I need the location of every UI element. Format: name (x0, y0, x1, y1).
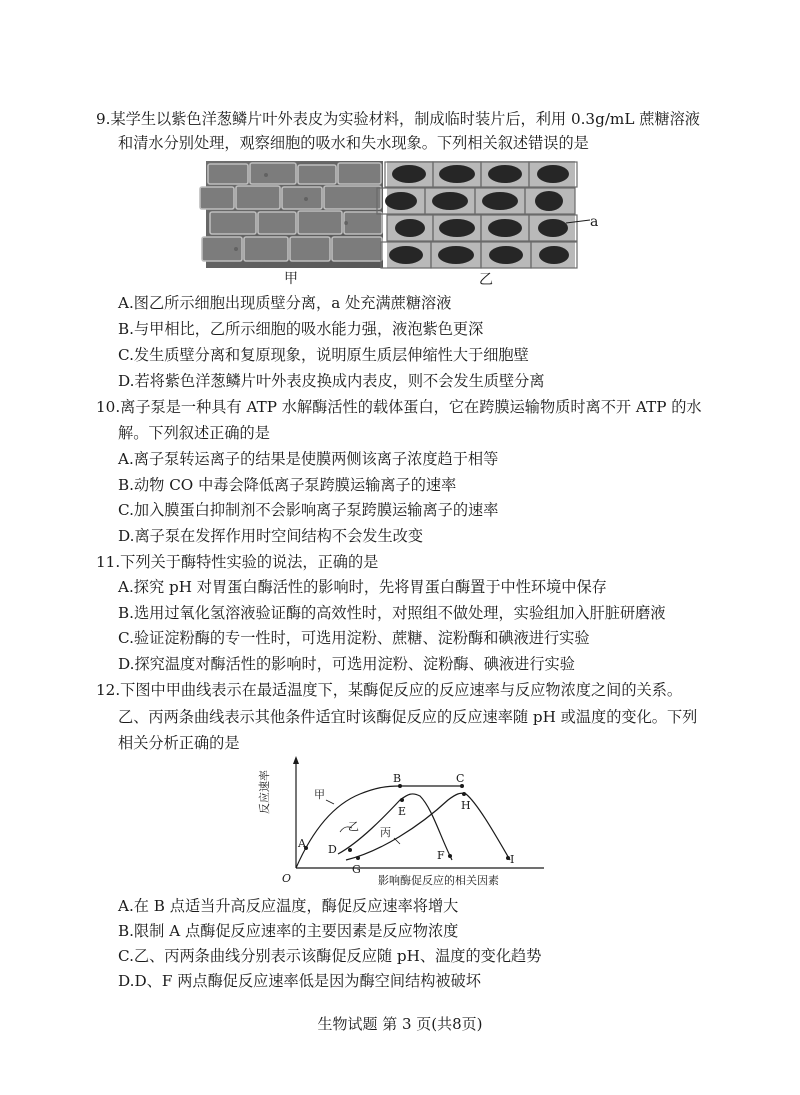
q9-option-b: B.与甲相比，乙所示细胞的吸水能力强，液泡紫色更深 (118, 320, 484, 338)
q10-stem-line2: 解。下列叙述正确的是 (118, 424, 270, 442)
q10-option-d: D.离子泵在发挥作用时空间结构不会发生改变 (118, 527, 424, 545)
point-label-e: E (398, 805, 407, 818)
q10-option-c: C.加入膜蛋白抑制剂不会影响离子泵跨膜运输离子的速率 (118, 501, 499, 519)
y-axis-arrow (293, 756, 299, 764)
page-footer: 生物试题 第 3 页(共8页) (317, 1015, 483, 1033)
q12-stem-line2: 乙、丙两条曲线表示其他条件适宜时该酶促反应的反应速率随 pH 或温度的变化。下列 (118, 708, 698, 726)
point-d (348, 848, 352, 852)
q9-option-c: C.发生质壁分离和复原现象，说明原生质层伸缩性大于细胞壁 (118, 346, 529, 364)
q12-stem-line1: 12.下图中甲曲线表示在最适温度下，某酶促反应的反应速率与反应物浓度之间的关系。 (96, 681, 683, 699)
point-label-d: D (328, 843, 337, 856)
caption-yi: 乙 (479, 272, 493, 288)
q12-option-b: B.限制 A 点酶促反应速率的主要因素是反应物浓度 (118, 922, 459, 940)
q9-stem-line1: 9.某学生以紫色洋葱鳞片叶外表皮为实验材料，制成临时装片后，利用 0.3g/mL 蔗糖溶液 (96, 110, 700, 128)
pointer-label-a: a (590, 214, 599, 230)
q12-option-c: C.乙、丙两条曲线分别表示该酶促反应随 pH、温度的变化趋势 (118, 947, 542, 965)
point-label-a: A (298, 837, 306, 850)
q9-option-a: A.图乙所示细胞出现质壁分离，a 处充满蔗糖溶液 (118, 294, 452, 312)
q9-stem-line2: 和清水分别处理，观察细胞的吸水和失水现象。下列相关叙述错误的是 (118, 134, 589, 152)
q11-option-a: A.探究 pH 对胃蛋白酶活性的影响时，先将胃蛋白酶置于中性环境中保存 (118, 578, 607, 596)
leader-bing (394, 838, 400, 844)
point-label-f: F (437, 849, 445, 862)
q11-option-d: D.探究温度对酶活性的影响时，可选用淀粉、淀粉酶、碘液进行实验 (118, 655, 575, 673)
q11-option-b: B.选用过氧化氢溶液验证酶的高效性时，对照组不做处理，实验组加入肝脏研磨液 (118, 604, 666, 622)
point-f (448, 854, 452, 858)
q11-stem-line1: 11.下列关于酶特性实验的说法，正确的是 (96, 553, 379, 571)
q9-option-d: D.若将紫色洋葱鳞片叶外表皮换成内表皮，则不会发生质壁分离 (118, 372, 545, 390)
curve-label-yi: 乙 (348, 820, 359, 833)
curve-label-bing: 丙 (380, 826, 391, 839)
micrograph-yi (387, 161, 575, 268)
point-h (462, 792, 466, 796)
point-label-i: I (510, 853, 515, 866)
enzyme-rate-chart (260, 756, 560, 892)
point-label-c: C (456, 772, 465, 785)
point-label-h: H (461, 799, 471, 812)
micrograph-jia (206, 161, 383, 268)
q12-option-d: D.D、F 两点酶促反应速率低是因为酶空间结构被破坏 (118, 972, 481, 990)
q10-option-b: B.动物 CO 中毒会降低离子泵跨膜运输离子的速率 (118, 476, 457, 494)
point-g (356, 856, 360, 860)
curve-label-jia: 甲 (314, 788, 325, 801)
q10-option-a: A.离子泵转运离子的结果是使膜两侧该离子浓度趋于相等 (118, 450, 499, 468)
point-label-g: G (352, 863, 361, 876)
origin-label: O (282, 872, 292, 885)
caption-jia: 甲 (284, 271, 298, 287)
y-axis-label: 反应速率 (258, 770, 271, 814)
point-e (400, 798, 404, 802)
x-axis-label: 影响酶促反应的相关因素 (378, 874, 499, 887)
leader-jia (326, 800, 334, 804)
q12-stem-line3: 相关分析正确的是 (118, 734, 240, 752)
curve-bing (346, 793, 510, 860)
point-label-b: B (393, 772, 402, 785)
q12-option-a: A.在 B 点适当升高反应温度，酶促反应速率将增大 (118, 897, 459, 915)
q10-stem-line1: 10.离子泵是一种具有 ATP 水解酶活性的载体蛋白，它在跨膜运输物质时离不开 ATP 的水 (96, 398, 702, 416)
q11-option-c: C.验证淀粉酶的专一性时，可选用淀粉、蔗糖、淀粉酶和碘液进行实验 (118, 629, 590, 647)
